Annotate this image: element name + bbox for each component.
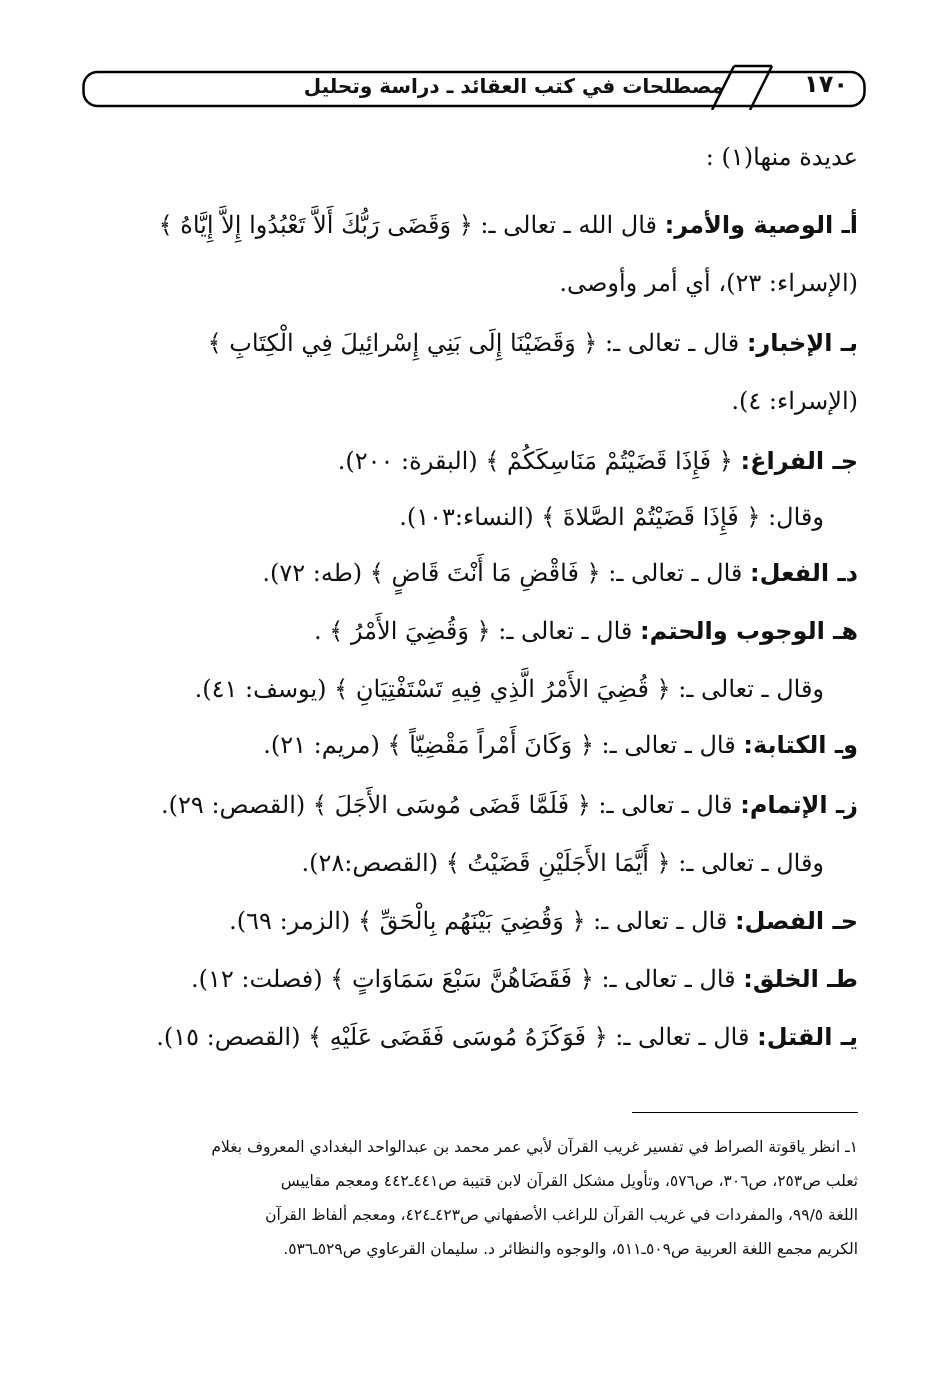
page-number: ١٧٠ [804, 70, 848, 98]
definition-line [229, 904, 858, 938]
header-title: مصطلحات في كتب العقائد ـ دراسة وتحليل [303, 74, 724, 98]
quran-reference: (القصص:٢٨). [301, 849, 439, 877]
definition-line [559, 266, 858, 300]
definition-label: هـ الوجوب والحتم: [640, 617, 858, 645]
quran-quote: ﴿ قُضِيَ الأَمْرُ الَّذِي فِيهِ تَسْتَفْتِيَانِ ﴾ [334, 675, 671, 703]
footnote-line: ١ـ انظر ياقوتة الصراط في تفسير غريب القرآن لأبي عمر محمد بن عبدالواحد البغدادي المعروف بغلام [211, 1138, 858, 1156]
definition-text: وقال ـ تعالى ـ: [678, 849, 824, 877]
definition-line [195, 672, 824, 706]
quran-reference: (القصص: ٢٩). [161, 791, 306, 819]
definition-label: طـ الخلق: [743, 965, 858, 993]
definition-text: (الإسراء: ٢٣)، أي أمر وأوصى. [559, 269, 858, 297]
definition-text: قال ـ تعالى ـ: [598, 791, 733, 819]
definition-line [159, 208, 858, 242]
quran-quote: ﴿ وَقُضِيَ بَيْنَهُم بِالْحَقِّ ﴾ [357, 907, 586, 935]
quran-quote: ﴿ فَإِذَا قَضَيْتُمْ مَنَاسِكَكُمْ ﴾ [485, 447, 733, 475]
definition-line [208, 326, 858, 360]
definition-line [399, 500, 824, 534]
footnote-line: الكريم مجمع اللغة العربية ص٥٠٩ـ٥١١، والوجوه والنظائر د. سليمان القرعاوي ص٥٢٩ـ٥٣٦. [283, 1240, 858, 1258]
definition-text: قال ـ تعالى ـ: [593, 907, 728, 935]
definition-label: أـ الوصية والأمر: [664, 211, 858, 239]
quran-quote: ﴿ وَكَانَ أَمْراً مَقْضِيّاً ﴾ [387, 731, 594, 759]
intro-line: عديدة منها(١) : [705, 143, 858, 171]
quran-quote: ﴿ فَوَكَزَهُ مُوسَى فَقَضَى عَلَيْهِ ﴾ [308, 1023, 608, 1051]
quran-quote: ﴿ فَاقْضِ مَا أَنْتَ قَاضٍ ﴾ [369, 559, 601, 587]
quran-quote: ﴿ وَقُضِيَ الأَمْرُ ﴾ [329, 617, 491, 645]
definition-label: وـ الكتابة: [743, 731, 858, 759]
definition-label: جـ الفراغ: [740, 447, 858, 475]
quran-reference: (القصص: ١٥). [156, 1023, 301, 1051]
quran-quote: ﴿ فَقَضَاهُنَّ سَبْعَ سَمَاوَاتٍ ﴾ [330, 965, 594, 993]
definition-text: قال ـ تعالى ـ: [498, 617, 633, 645]
definition-line [301, 846, 824, 880]
quran-reference: (فصلت: ١٢). [190, 965, 323, 993]
quran-reference: . [313, 617, 322, 645]
quran-reference: (البقرة: ٢٠٠). [337, 447, 478, 475]
footnote-separator [632, 1112, 858, 1113]
definition-label: زـ الإتمام: [740, 791, 858, 819]
definition-label: بـ الإخبار: [746, 329, 858, 357]
definition-text: قال ـ تعالى ـ: [605, 329, 740, 357]
quran-quote: ﴿ وَقَضَيْنَا إِلَى بَنِي إِسْرائِيلَ فِي الْكِتَابِ ﴾ [207, 329, 598, 357]
definition-label: حـ الفصل: [734, 907, 858, 935]
footnote-line: اللغة ٩٩/٥، والمفردات في غريب القرآن للراغب الأصفهاني ص٤٢٣ـ٤٢٤، ومعجم ألفاظ القرآن [265, 1206, 858, 1224]
definition-text: (الإسراء: ٤). [731, 387, 858, 415]
definition-line [156, 1020, 858, 1054]
quran-reference: (النساء:١٠٣). [399, 503, 534, 531]
quran-reference: (مريم: ٢١). [263, 731, 380, 759]
definition-text: قال ـ تعالى ـ: [608, 559, 743, 587]
quran-reference: (طه: ٧٢). [262, 559, 363, 587]
definition-text: وقال ـ تعالى ـ: [678, 675, 824, 703]
definition-line [263, 728, 858, 762]
quran-quote: ﴿ فَلَمَّا قَضَى مُوسَى الأَجَلَ ﴾ [312, 791, 591, 819]
definition-text: قال ـ تعالى ـ: [615, 1023, 750, 1051]
quran-quote: ﴿ أَيَّمَا الأَجَلَيْنِ قَضَيْتُ ﴾ [445, 849, 671, 877]
quran-reference: (الزمر: ٦٩). [229, 907, 351, 935]
definition-line [338, 444, 858, 478]
footnote-line: ثعلب ص٢٥٣، ص٣٠٦، ص٥٧٦، وتأويل مشكل القرآن لابن قتيبة ص٤٤١ـ٤٤٢ ومعجم مقاييس [280, 1172, 858, 1190]
definition-text: قال الله ـ تعالى ـ: [480, 211, 657, 239]
quran-quote: ﴿ فَإِذَا قَضَيْتُمْ الصَّلاةَ ﴾ [541, 503, 761, 531]
definition-label: يـ القتل: [757, 1023, 858, 1051]
definition-line [314, 614, 858, 648]
quran-reference: (يوسف: ٤١). [194, 675, 327, 703]
definition-line [731, 384, 858, 418]
definition-text: وقال: [768, 503, 824, 531]
definition-text: قال ـ تعالى ـ: [601, 731, 736, 759]
definition-line [191, 962, 858, 996]
running-header [82, 64, 866, 110]
definition-text: قال ـ تعالى ـ: [601, 965, 736, 993]
definition-line [262, 556, 858, 590]
definition-label: دـ الفعل: [750, 559, 858, 587]
quran-quote: ﴿ وَقَضَى رَبُّكَ أَلاَّ تَعْبُدُوا إِلاَّ إِيَّاهُ ﴾ [158, 211, 473, 239]
definition-line [161, 788, 858, 822]
